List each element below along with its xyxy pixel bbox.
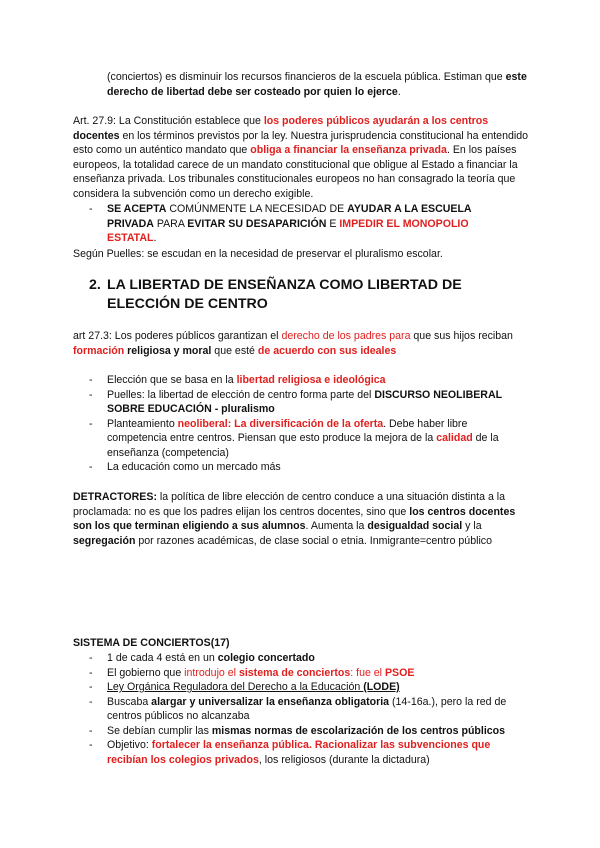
art273-bold: religiosa y moral [124, 344, 212, 357]
planteamiento-text: Planteamiento [107, 417, 178, 430]
art279-text-3: . En los países europeos, la totalidad carece de un mandato constitucional que obligue al Estado a financiar la enseñanza privada. Los tribunales constitucionales europeos no han consagrado la teoría que considera la subvención como un derecho exigible. [73, 144, 518, 200]
election-list [89, 373, 524, 475]
introdujo-red: introdujo el [184, 666, 239, 679]
ayudar-bold: AYUDAR A LA ESCUELA PRIVADA [107, 203, 472, 230]
art273-text-3: que esté [211, 344, 258, 357]
detractores-text-3: y la [462, 520, 482, 532]
detractores-text-4: por razones académicas, de clase social o etnia. Inmigrante=centro público [135, 534, 492, 547]
art-27-3-paragraph [73, 329, 528, 358]
ensenanza-text: de la enseñanza (competencia) [107, 432, 499, 459]
list-item [89, 738, 529, 767]
para-text: PARA [153, 217, 188, 230]
lode-text: Ley Orgánica Reguladora del Derecho a la Educación [107, 681, 364, 693]
calidad-highlight: calidad [436, 432, 473, 444]
e-text: E [326, 217, 340, 230]
aid-list [89, 202, 509, 246]
segregacion-bold: segregación [73, 534, 136, 547]
section-number: 2. [89, 277, 101, 293]
list-item [89, 695, 529, 724]
art273-formacion: formación [73, 344, 125, 357]
art273-text-2: que sus hijos reciban [410, 330, 513, 342]
list-item [89, 724, 529, 739]
detractores-label: DETRACTORES: [73, 491, 157, 503]
red-centros-text: (14-16a.), pero la red de centros públicos no alcanzaba [107, 695, 507, 722]
detractores-bold-1: los centros docentes son los que terminan eligiendo a sus alumnos [73, 505, 516, 532]
buscaba-text: Buscaba [107, 695, 152, 708]
alargar-bold: alargar y universalizar la enseñanza obligatoria [151, 695, 390, 708]
puelles-text: Según Puelles: se escudan en la necesidad de preservar el pluralismo escolar. [73, 248, 443, 260]
art-27-9-paragraph [73, 114, 528, 201]
competencia-text: . Debe haber libre competencia entre centros. Piensan que esto produce la mejora de la [107, 417, 468, 444]
art279-highlight-2: obliga a financiar la enseñanza privada [250, 144, 447, 156]
concertado-bold: colegio concertado [217, 652, 315, 664]
art279-highlight-1: los poderes públicos ayudarán a los centros [263, 115, 489, 127]
list-item [89, 417, 524, 461]
list-item [89, 651, 529, 666]
art273-red-2: de acuerdo con sus ideales [257, 344, 397, 357]
intro-end: . [397, 85, 401, 98]
fue-red: : fue el [350, 666, 385, 679]
detractores-text-1: la política de libre elección de centro conduce a una situación distinta a la proclamada: no es que los padres elijan los centros docentes, sino que [73, 491, 506, 518]
list1-end: . [153, 232, 157, 244]
psoe-red: PSOE [384, 666, 415, 679]
evitar-bold: EVITAR SU DESAPARICIÓN [187, 217, 327, 230]
normas-text: Se debían cumplir las [107, 724, 212, 737]
art273-text-1: art 27.3: Los poderes públicos garantizan el [73, 330, 282, 342]
election-highlight: libertad religiosa e ideológica [236, 374, 386, 386]
monopolio-highlight: IMPEDIR EL MONOPOLIO ESTATAL [107, 217, 469, 244]
objetivo-highlight: fortalecer la enseñanza pública. Racionalizar las subvenciones que recibían los colegios privados [107, 739, 491, 766]
list-item [89, 680, 529, 695]
conciertos-list [89, 651, 529, 767]
concertado-text: 1 de cada 4 está en un [107, 652, 218, 664]
art273-red-1: derecho de los padres para [281, 330, 411, 342]
conciertos-title: SISTEMA DE CONCIERTOS(17) [73, 637, 230, 649]
list-item [89, 388, 524, 417]
list-item [89, 373, 524, 388]
art279-text-1: Art. 27.9: La Constitución establece que [73, 115, 264, 127]
intro-text: (conciertos) es disminuir los recursos financieros de la escuela pública. Estiman que [107, 71, 506, 83]
intro-paragraph [107, 70, 527, 99]
list-item [89, 460, 524, 475]
desigualdad-bold: desigualdad social [367, 520, 463, 532]
list-item [89, 666, 529, 681]
mercado-text: La educación como un mercado más [107, 461, 281, 473]
acepta-bold: SE ACEPTA [107, 203, 167, 215]
lode-bold: (LODE) [363, 681, 400, 693]
puelles-paragraph [73, 247, 528, 262]
detractores-text-2: . Aumenta la [305, 520, 368, 532]
gobierno-text: El gobierno que [107, 666, 185, 679]
puelles-list-text: Puelles: la libertad de elección de centro forma parte del [107, 388, 375, 401]
election-text: Elección que se basa en la [107, 374, 237, 386]
conciertos-heading [73, 636, 528, 651]
diversificacion-highlight: neoliberal: La diversificación de la oferta [177, 417, 384, 430]
objetivo-text: Objetivo: [107, 739, 152, 751]
list-item [89, 202, 509, 246]
acepta-text: COMÚNMENTE LA NECESIDAD DE [166, 203, 348, 215]
normas-bold: mismas normas de escolarización de los centros públicos [211, 724, 506, 737]
sistema-red: sistema de conciertos [238, 666, 351, 679]
section-title: LA LIBERTAD DE ENSEÑANZA COMO LIBERTAD DE ELECCIÓN DE CENTRO [107, 277, 462, 312]
art279-text-2: en los términos previstos por la ley. Nuestra jurisprudencia constitucional ha entendido esto como un auténtico mandato que [73, 129, 528, 156]
detractores-paragraph [73, 490, 528, 548]
neoliberal-bold: DISCURSO NEOLIBERAL SOBRE EDUCACIÓN - pluralismo [107, 388, 502, 415]
art279-bold-docentes: docentes [73, 129, 120, 142]
intro-bold: este derecho de libertad debe ser costeado por quien lo ejerce [107, 71, 527, 98]
dictadura-text: , los religiosos (durante la dictadura) [258, 753, 430, 766]
